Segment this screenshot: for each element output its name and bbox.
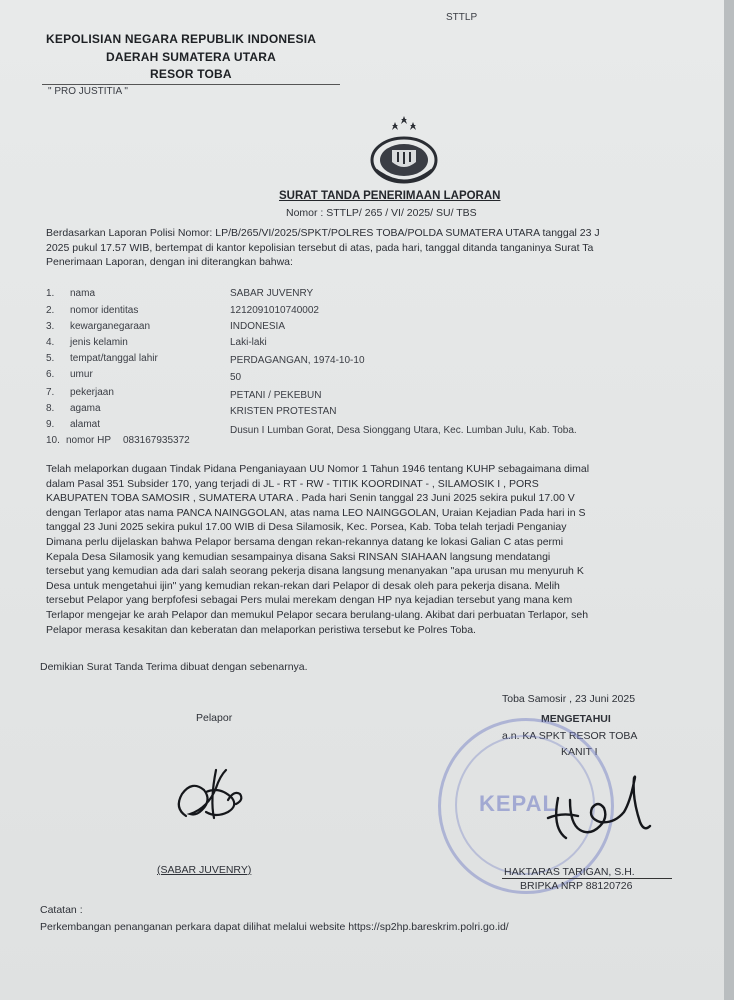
field-number: 5.: [46, 353, 55, 364]
report-line: dalam Pasal 351 Subsider 170, yang terjadi di JL - RT - RW - TITIK KOORDINAT - , SILAMOSIK I , PORS: [46, 477, 539, 490]
field-label: kewarganegaraan: [70, 321, 151, 332]
notes-text: Perkembangan penanganan perkara dapat dilihat melalui website https://sp2hp.bareskrim.polri.go.id/: [40, 921, 509, 933]
field-label: alamat: [70, 419, 101, 430]
field-label: nomor identitas: [70, 305, 139, 316]
report-line: Terlapor mengejar ke arah Pelapor dan memukul Pelapor secara berulang-ulang. Akibat dari perbuatan Terlapor, seh: [46, 608, 589, 621]
reporter-signature-icon: [168, 762, 258, 842]
field-label: tempat/tanggal lahir: [70, 353, 158, 364]
closing-statement: Demikian Surat Tanda Terima dibuat dengan sebenarnya.: [40, 661, 308, 673]
intro-line: Penerimaan Laporan, dengan ini diterangkan bahwa:: [46, 256, 293, 269]
background-edge: [724, 0, 734, 1000]
field-label: nomor HP: [66, 435, 112, 446]
report-line: KABUPATEN TOBA SAMOSIR , SUMATERA UTARA . Pada hari Senin tanggal 23 Juni 2025 sekira pukul 17.00 V: [46, 492, 575, 505]
document-number: Nomor : STTLP/ 265 / VI/ 2025/ SU/ TBS: [286, 207, 477, 219]
field-label: umur: [70, 369, 93, 380]
field-value: PETANI / PEKEBUN: [230, 390, 322, 401]
field-value: PERDAGANGAN, 1974-10-10: [230, 355, 365, 366]
stamp-text: KEPAL: [479, 791, 557, 816]
field-number: 2.: [46, 305, 55, 316]
officer-signature-icon: [540, 772, 660, 852]
field-number: 9.: [46, 419, 55, 430]
org-line-3: RESOR TOBA: [150, 67, 232, 81]
intro-line: Berdasarkan Laporan Polisi Nomor: LP/B/265/VI/2025/SPKT/POLRES TOBA/POLDA SUMATERA UTARA tanggal 23 J: [46, 227, 600, 239]
intro-line: 2025 pukul 17.57 WIB, bertempat di kantor kepolisian tersebut di atas, pada hari, tanggal ditanda tanganinya Surat Ta: [46, 241, 594, 254]
field-number: 7.: [46, 387, 55, 398]
report-line: Dimana perlu dijelaskan bahwa Pelapor bersama dengan rekan-rekannya datang ke lokasi Galian C atas permi: [46, 535, 564, 548]
field-value-phone: 083167935372: [123, 435, 190, 446]
field-value: 50: [230, 372, 242, 383]
report-line: Desa untuk mengetahui ijin" yang kemudian rekan-rekan dari Pelapor di desak oleh para pekerja disana. Melih: [46, 579, 560, 592]
report-line: tersebut yang kemudian ada dari salah seorang pekerja disana langsung menanyakan "apa urusan mu menyuruh K: [46, 565, 584, 578]
notes-label: Catatan :: [40, 904, 83, 916]
signatory-title: a.n. KA SPKT RESOR TOBA: [502, 730, 638, 742]
officer-rank: BRIPKA NRP 88120726: [520, 880, 633, 892]
report-line: tanggal 23 Juni 2025 sekira pukul 17.00 WIB di Desa Silamosik, Kec. Porsea, Kab. Toba telah terjadi Penganiay: [46, 521, 567, 534]
field-value: Dusun I Lumban Gorat, Desa Sionggang Utara, Kec. Lumban Julu, Kab. Toba.: [230, 425, 577, 436]
field-label: pekerjaan: [70, 387, 114, 398]
reporter-label: Pelapor: [196, 712, 233, 724]
report-line: dengan Terlapor atas nama PANCA NAINGGOLAN, atas nama LEO NAINGGOLAN, Uraian Kejadian Pada hari in S: [46, 506, 586, 519]
field-value: Laki-laki: [230, 337, 267, 348]
officer-name: HAKTARAS TARIGAN, S.H.: [504, 866, 635, 878]
intro-paragraph: [46, 226, 724, 270]
org-line-2: DAERAH SUMATERA UTARA: [106, 50, 276, 64]
field-value: 1212091010740002: [230, 305, 319, 316]
document-title: SURAT TANDA PENERIMAAN LAPORAN: [279, 190, 501, 202]
signatory-unit: KANIT I: [561, 746, 598, 758]
field-number: 10.: [46, 435, 60, 446]
report-line: Kepala Desa Silamosik yang kemudian sesampainya disana Saksi RINSAN SIAHAAN langsung mendatangi: [46, 550, 551, 563]
field-value: SABAR JUVENRY: [230, 288, 314, 299]
reporter-name: (SABAR JUVENRY): [157, 864, 252, 876]
doc-code: STTLP: [446, 12, 478, 23]
field-number: 4.: [46, 337, 55, 348]
field-number: 6.: [46, 369, 55, 380]
field-number: 8.: [46, 403, 55, 414]
field-number: 1.: [46, 288, 55, 299]
report-paragraph: [46, 462, 724, 637]
field-label: jenis kelamin: [70, 337, 128, 348]
acknowledge-label: MENGETAHUI: [541, 713, 611, 725]
report-line: Telah melaporkan dugaan Tindak Pidana Penganiayaan UU Nomor 1 Tahun 1946 tentang KUHP sebagaimana dimal: [46, 463, 590, 475]
report-line: tersebut Pelapor yang berpfofesi sebagai Pers mulai merekam dengan HP nya kejadian tersebut yang mana kem: [46, 594, 573, 607]
pro-justitia: " PRO JUSTITIA ": [48, 86, 128, 97]
field-value: INDONESIA: [230, 321, 286, 332]
police-emblem-icon: [362, 112, 446, 190]
field-number: 3.: [46, 321, 55, 332]
field-label: agama: [70, 403, 101, 414]
report-line: Pelapor merasa kesakitan dan keberatan dan melaporkan peristiwa tersebut ke Polres Toba.: [46, 623, 476, 636]
place-date: Toba Samosir , 23 Juni 2025: [502, 693, 636, 705]
header-rule: [42, 84, 340, 85]
field-label: nama: [70, 288, 96, 299]
field-value: KRISTEN PROTESTAN: [230, 406, 337, 417]
org-line-1: KEPOLISIAN NEGARA REPUBLIK INDONESIA: [46, 32, 317, 46]
